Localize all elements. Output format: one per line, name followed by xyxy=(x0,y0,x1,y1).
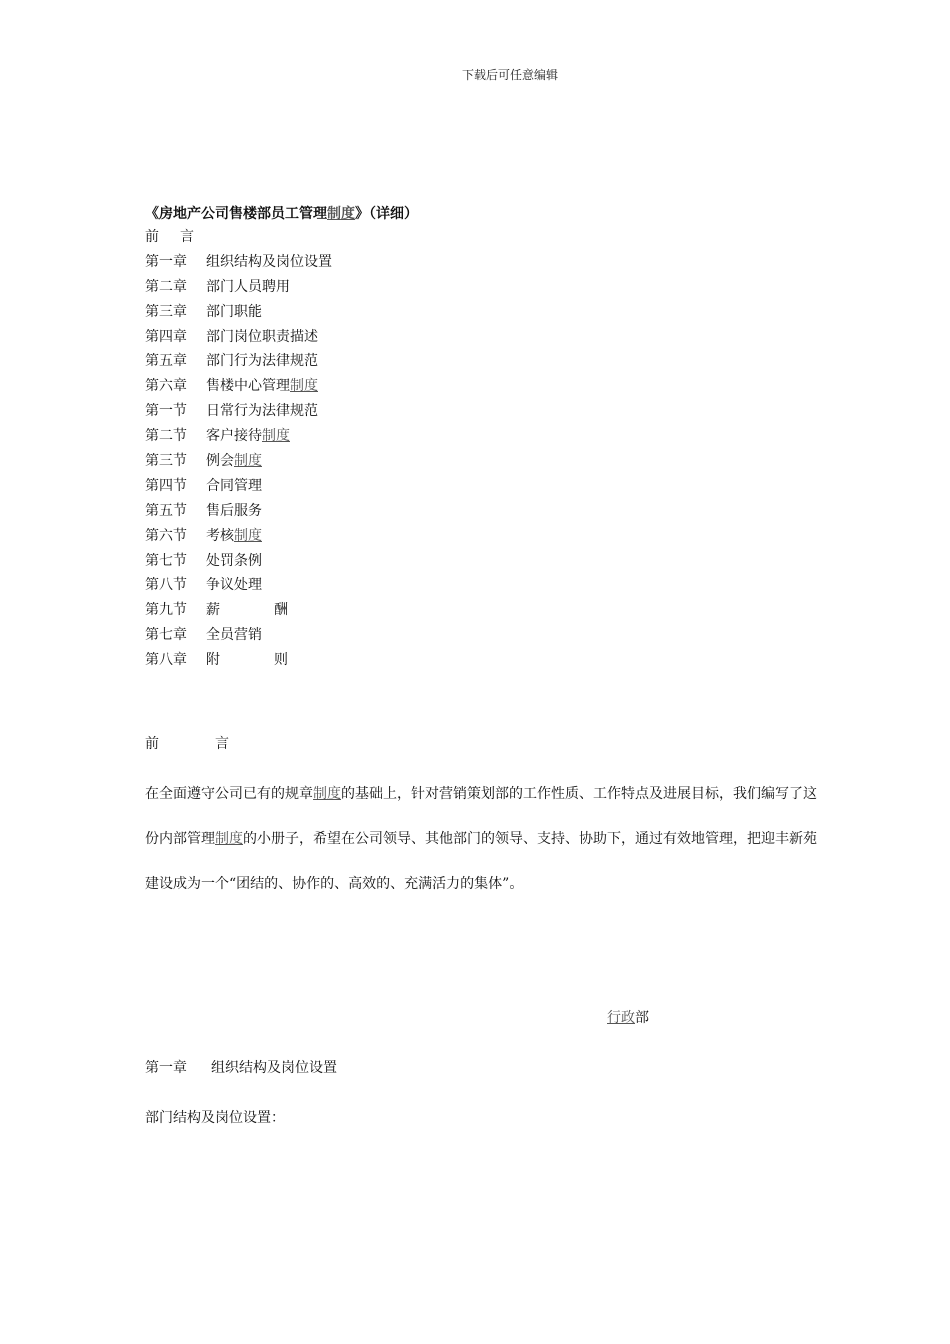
toc-link[interactable]: 制度 xyxy=(234,527,262,544)
chapter-title: 组织结构及岗位设置 xyxy=(211,1060,337,1076)
toc-row xyxy=(145,576,332,601)
chapter-num: 第一章 xyxy=(145,1060,187,1076)
toc-row xyxy=(145,552,332,577)
toc-num: 第一章 xyxy=(145,253,187,270)
title-prefix: 《房地产公司售楼部员工管理 xyxy=(145,206,327,222)
toc-text: 处罚条例 xyxy=(206,552,262,569)
toc-num: 第八节 xyxy=(145,577,187,594)
toc-text: 部门行为法律规范 xyxy=(206,353,318,370)
toc-text: 售后服务 xyxy=(206,502,262,519)
table-of-contents xyxy=(145,228,332,676)
toc-num: 第七节 xyxy=(145,552,187,569)
toc-num: 第二章 xyxy=(145,278,187,295)
toc-num: 第六章 xyxy=(145,378,187,395)
toc-num: 第三节 xyxy=(145,453,187,470)
toc-num: 第五章 xyxy=(145,353,187,370)
preface-line-3: 建设成为一个“团结的、协作的、高效的、充满活力的集体”。 xyxy=(145,876,524,892)
preface-char-1: 前 xyxy=(145,736,159,752)
toc-row xyxy=(145,651,332,676)
toc-text: 附 xyxy=(206,652,220,669)
toc-num: 第四节 xyxy=(145,477,187,494)
toc-text2: 则 xyxy=(274,652,288,669)
toc-row xyxy=(145,402,332,427)
text: 份内部管理 xyxy=(145,831,215,847)
toc-row xyxy=(145,377,332,402)
toc-row xyxy=(145,278,332,303)
signature xyxy=(607,1007,649,1027)
toc-text: 组织结构及岗位设置 xyxy=(206,253,332,270)
toc-text: 考核 xyxy=(206,527,234,544)
preface-char-2: 言 xyxy=(215,736,229,752)
document-title xyxy=(145,203,418,223)
preface-line-2 xyxy=(145,828,817,848)
toc-text: 客户接待 xyxy=(206,428,262,445)
toc-row xyxy=(145,601,332,626)
toc-text: 薪 xyxy=(206,602,220,619)
rule-link[interactable]: 制度 xyxy=(215,831,243,847)
text: 在全面遵守公司已有的规章 xyxy=(145,786,313,802)
toc-row xyxy=(145,352,332,377)
toc-num: 第七章 xyxy=(145,627,187,644)
rule-link[interactable]: 制度 xyxy=(313,786,341,802)
chapter-1-heading xyxy=(145,1057,337,1077)
toc-row xyxy=(145,303,332,328)
signature-text: 部 xyxy=(635,1010,649,1026)
toc-num: 第二节 xyxy=(145,428,187,445)
toc-text: 日常行为法律规范 xyxy=(206,403,318,420)
toc-row xyxy=(145,527,332,552)
toc-text: 争议处理 xyxy=(206,577,262,594)
toc-row xyxy=(145,477,332,502)
toc-num: 第三章 xyxy=(145,303,187,320)
toc-text: 部门职能 xyxy=(206,303,262,320)
text: 的小册子，希望在公司领导、其他部门的领导、支持、协助下，通过有效地管理，把迎丰新苑 xyxy=(243,831,817,847)
toc-text: 合同管理 xyxy=(206,477,262,494)
toc-text: 部门岗位职责描述 xyxy=(206,328,318,345)
toc-row xyxy=(145,452,332,477)
title-suffix: 》（详细） xyxy=(355,206,418,222)
toc-text2: 酬 xyxy=(274,602,288,619)
toc-row xyxy=(145,626,332,651)
toc-link[interactable]: 制度 xyxy=(262,428,290,445)
preface-line-1 xyxy=(145,783,817,803)
toc-num: 第九节 xyxy=(145,602,187,619)
toc-link[interactable]: 制度 xyxy=(290,378,318,395)
toc-text: 部门人员聘用 xyxy=(206,278,290,295)
signature-link[interactable]: 行政 xyxy=(607,1010,635,1026)
toc-row xyxy=(145,502,332,527)
section-subheading: 部门结构及岗位设置： xyxy=(145,1110,285,1126)
toc-row xyxy=(145,328,332,353)
toc-num: 第四章 xyxy=(145,328,187,345)
preface-heading xyxy=(145,733,229,753)
toc-text: 例会 xyxy=(206,453,234,470)
toc-text: 言 xyxy=(180,229,194,245)
toc-num: 前 xyxy=(145,229,159,245)
toc-num: 第六节 xyxy=(145,527,187,544)
toc-num: 第五节 xyxy=(145,502,187,519)
toc-row xyxy=(145,253,332,278)
toc-row-preface xyxy=(145,228,332,253)
title-link[interactable]: 制度 xyxy=(327,206,355,222)
text: 的基础上，针对营销策划部的工作性质、工作特点及进展目标，我们编写了这 xyxy=(341,786,817,802)
toc-num: 第一节 xyxy=(145,403,187,420)
toc-num: 第八章 xyxy=(145,652,187,669)
toc-text: 售楼中心管理 xyxy=(206,378,290,395)
toc-row xyxy=(145,427,332,452)
toc-link[interactable]: 制度 xyxy=(234,453,262,470)
toc-text: 全员营销 xyxy=(206,627,262,644)
page-header: 下载后可任意编辑 xyxy=(461,68,558,82)
